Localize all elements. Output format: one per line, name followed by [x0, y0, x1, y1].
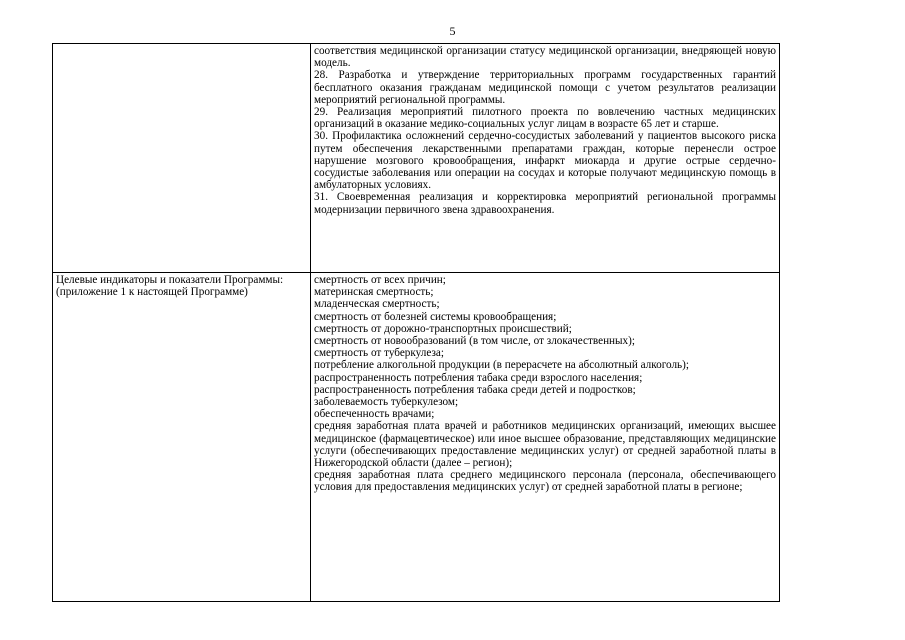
indicators-appendix-ref: (приложение 1 к настоящей Программе): [56, 286, 248, 299]
list-item: потребление алкогольной продукции (в перерасчете на абсолютный алкоголь);: [314, 359, 689, 372]
list-item: смертность от туберкулеза;: [314, 347, 444, 360]
list-item: смертность от новообразований (в том числе, от злокачественных);: [314, 335, 635, 348]
list-item: младенческая смертность;: [314, 298, 440, 311]
paragraph: 29. Реализация мероприятий пилотного проекта по вовлечению частных медицинских организаций в оказание медико-социальных услуг лицам в возрасте 65 лет и старше.: [314, 106, 776, 131]
list-item: распространенность потребления табака среди взрослого населения;: [314, 371, 643, 384]
paragraph: соответствия медицинской организации статусу медицинской организации, внедряющей новую модель.: [314, 45, 776, 70]
row1-left-cell: [53, 44, 311, 273]
program-passport-table: [52, 43, 780, 602]
table-row: [53, 273, 780, 602]
list-item: обеспеченность врачами;: [314, 408, 435, 421]
list-item: смертность от болезней системы кровообращения;: [314, 310, 557, 323]
paragraph: 28. Разработка и утверждение территориальных программ государственных гарантий бесплатного оказания гражданам медицинской помощи с учетом результатов реализации мероприятий региональной программы.: [314, 69, 776, 106]
list-item: заболеваемость туберкулезом;: [314, 396, 459, 409]
list-item: средняя заработная плата врачей и работников медицинских организаций, имеющих высшее медицинское (фармацевтическое) или иное высшее образование, представляющих медицинские услуги (обеспечивающих предоставление медицинских услуг) от средней заработной платы в Нижегородской области (далее – регион);: [314, 420, 776, 470]
row2-right-cell: [311, 273, 780, 602]
list-item: смертность от всех причин;: [314, 274, 446, 286]
list-item: смертность от дорожно-транспортных происшествий;: [314, 322, 572, 335]
table-row: [53, 44, 780, 273]
list-item: средняя заработная плата среднего медицинского персонала (персонала, обеспечивающего условия для предоставления медицинских услуг) от средней заработной платы в регионе;: [314, 469, 776, 494]
row2-left-cell: [53, 273, 311, 602]
indicators-heading: Целевые индикаторы и показатели Программы:: [56, 274, 284, 286]
row1-right-cell: [311, 44, 780, 273]
paragraph: 30. Профилактика осложнений сердечно-сосудистых заболеваний у пациентов высокого риска путем обеспечения лекарственными препаратами граждан, которые перенесли острое нарушение мозгового кровообращения, инфаркт миокарда и другие острые сердечно-сосудистые заболевания или операции на сосудах и которые получают медицинскую помощь в амбулаторных условиях.: [314, 130, 776, 192]
paragraph: 31. Своевременная реализация и корректировка мероприятий региональной программы модернизации первичного звена здравоохранения.: [314, 191, 776, 216]
list-item: распространенность потребления табака среди детей и подростков;: [314, 383, 636, 396]
list-item: материнская смертность;: [314, 286, 434, 299]
page-number: 5: [449, 24, 456, 38]
